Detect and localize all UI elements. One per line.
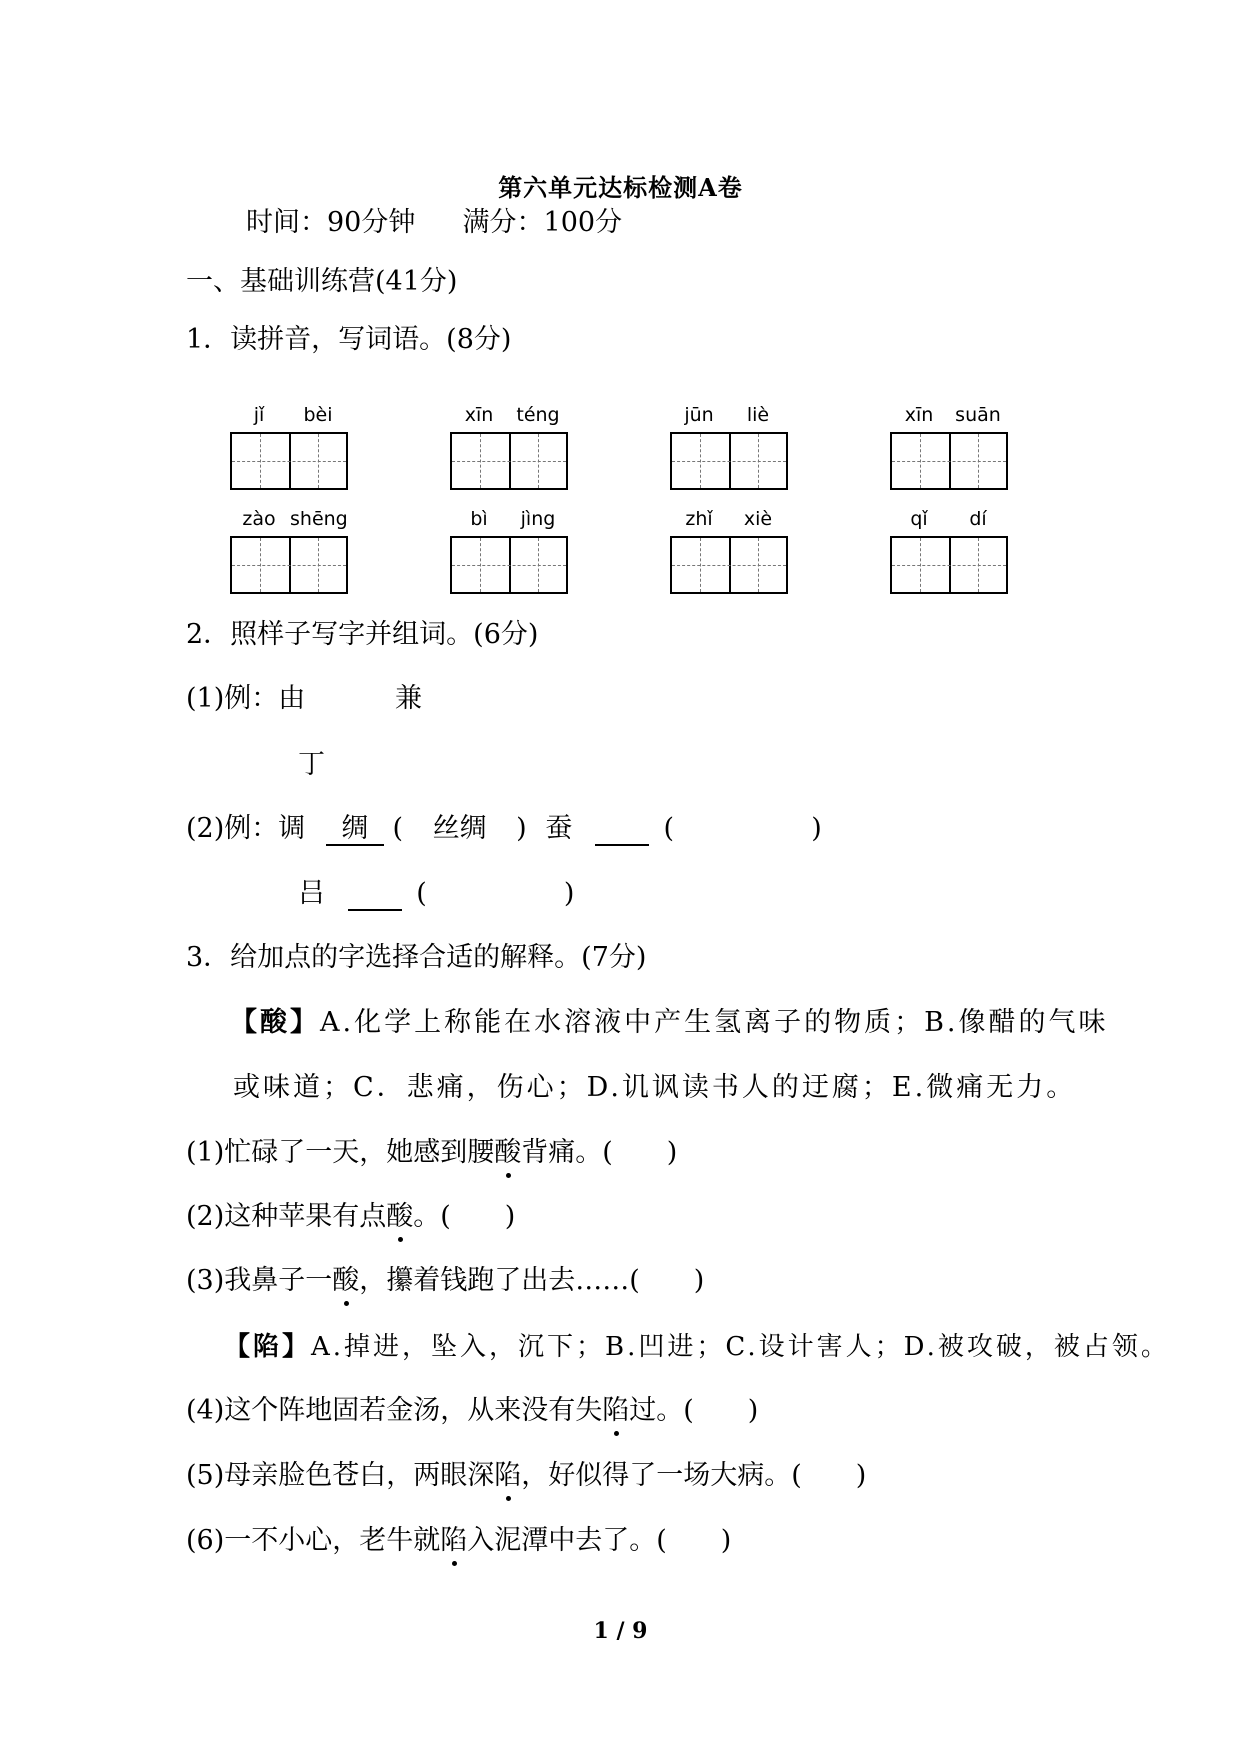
q2-label: 2．照样子写字并组词。(6分) [186, 619, 539, 650]
writing-box[interactable] [230, 536, 348, 594]
answer-blank[interactable] [348, 879, 402, 911]
page-number: 1 / 9 [593, 1618, 648, 1644]
section-heading: 一、基础训练营(41分) [186, 266, 458, 297]
q2-char-lv: 吕 [298, 878, 325, 909]
time-limit: 时间：90分钟 [246, 207, 416, 238]
q2-example1: (1)例：由 [186, 683, 306, 714]
dotted-char: 酸 [494, 1137, 522, 1168]
pinyin-syllable: suān [955, 404, 1001, 426]
q2-char-ding: 丁 [298, 749, 325, 780]
sentence-4: (4)这个阵地固若金汤，从来没有失陷过。( ) [186, 1395, 759, 1426]
q2-example2: (2)例：调 绸 ( 丝绸 ) 蚕 ( ) [186, 813, 822, 844]
sentence-6: (6)一不小心，老牛就陷入泥潭中去了。( ) [186, 1525, 732, 1556]
q1-label: 1．读拼音，写词语。(8分) [186, 324, 512, 355]
example-word: 丝绸 [432, 813, 487, 844]
writing-box[interactable] [670, 536, 788, 594]
pinyin-syllable: xīn [904, 404, 934, 426]
answer-blank[interactable] [595, 814, 649, 846]
pinyin-syllable: dí [969, 508, 987, 530]
writing-box[interactable] [450, 536, 568, 594]
pinyin-syllable: bì [470, 508, 488, 530]
time-info [246, 206, 622, 240]
q2-line-lv: 吕 ( ) [298, 878, 575, 909]
dotted-char: 陷 [440, 1525, 468, 1556]
q3-label: 3．给加点的字选择合适的解释。(7分) [186, 942, 647, 973]
writing-box[interactable] [670, 432, 788, 490]
q2-char-can: 蚕 [545, 813, 573, 844]
pinyin-syllable: liè [746, 404, 770, 426]
pinyin-syllable: jūn [684, 404, 714, 426]
dotted-char: 酸 [332, 1265, 360, 1296]
sentence-1: (1)忙碌了一天，她感到腰酸背痛。( ) [186, 1137, 678, 1168]
sentence-3: (3)我鼻子一酸，攥着钱跑了出去……( ) [186, 1265, 705, 1296]
pinyin-syllable: zhǐ [685, 508, 713, 530]
sentence-2: (2)这种苹果有点酸。( ) [186, 1201, 516, 1232]
writing-box[interactable] [890, 536, 1008, 594]
pinyin-syllable: téng [516, 404, 560, 426]
dotted-char: 陷 [494, 1460, 522, 1491]
page-title: 第六单元达标检测A卷 [498, 173, 743, 202]
pinyin-syllable: xiè [743, 508, 773, 530]
pinyin-syllable: bèi [303, 404, 333, 426]
writing-box[interactable] [230, 432, 348, 490]
full-score: 满分：100分 [462, 207, 623, 238]
pinyin-syllable: jìng [520, 508, 556, 530]
dotted-char: 酸 [386, 1201, 414, 1232]
pinyin-syllable: xīn [464, 404, 494, 426]
definition-head: 【酸】 [230, 1007, 320, 1038]
pinyin-syllable: qǐ [910, 508, 928, 530]
definition-xian: 【陷】A.掉进，坠入，沉下；B.凹进；C.设计害人；D.被攻破，被占领。 [224, 1332, 1170, 1362]
definition-suan-cont: 或味道；C．悲痛，伤心；D.讥讽读书人的迂腐；E.微痛无力。 [233, 1072, 1077, 1103]
q2-char-jian: 兼 [395, 683, 422, 714]
definition-suan: 【酸】A.化学上称能在水溶液中产生氢离子的物质；B.像醋的气味 [230, 1007, 1109, 1038]
pinyin-syllable: shēng [290, 508, 348, 530]
definition-head: 【陷】 [224, 1332, 312, 1362]
sentence-5: (5)母亲脸色苍白，两眼深陷，好似得了一场大病。( ) [186, 1460, 867, 1491]
writing-box[interactable] [450, 432, 568, 490]
writing-box[interactable] [890, 432, 1008, 490]
pinyin-syllable: jǐ [253, 404, 265, 426]
dotted-char: 陷 [602, 1395, 630, 1426]
answer-blank-example: 绸 [326, 814, 384, 846]
pinyin-syllable: zào [242, 508, 276, 530]
